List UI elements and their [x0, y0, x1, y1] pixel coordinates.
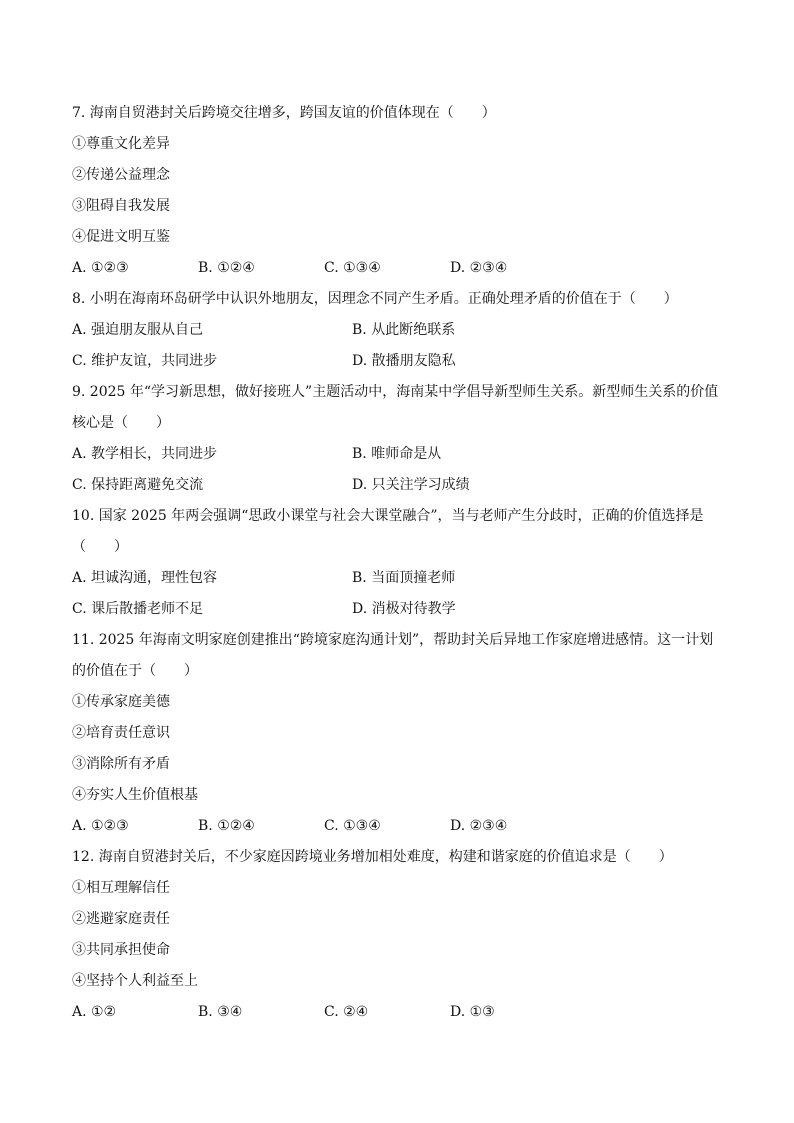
question-9-stem-line-2: 核心是（ ）: [72, 415, 170, 431]
option-d: D. ①③: [450, 1004, 495, 1020]
option-a: A. 教学相长，共同进步: [72, 446, 218, 462]
option-c: C. 课后散播老师不足: [72, 601, 204, 617]
option-b: B. ①②④: [198, 818, 255, 834]
option-b: B. ①②④: [198, 260, 255, 276]
option-a: A. 坦诚沟通，理性包容: [72, 570, 218, 586]
question-12-item-1: ①相互理解信任: [72, 880, 170, 896]
question-11-stem-line-2: 的价值在于（ ）: [72, 663, 198, 679]
option-a: A. 强迫朋友服从自己: [72, 322, 204, 338]
question-7-item-4: ④促进文明互鉴: [72, 229, 170, 245]
option-a: A. ①②③: [72, 260, 129, 276]
question-12-options: [72, 997, 722, 1028]
question-9-options-row-2: [72, 470, 722, 501]
question-10-stem-line-1: 10. 国家 2025 年两会强调“思政小课堂与社会大课堂融合”，当与老师产生分歧时，正确的价值选择是: [72, 508, 704, 524]
option-b: B. 唯师命是从: [352, 446, 442, 462]
question-11-stem-line-1: 11. 2025 年海南文明家庭创建推出“跨境家庭沟通计划”，帮助封关后异地工作家庭增进感情。这一计划: [72, 632, 714, 648]
question-10-options-row-1: [72, 563, 722, 594]
question-7-item-1: ①尊重文化差异: [72, 136, 170, 152]
option-a: A. ①②: [72, 1004, 117, 1020]
option-c: C. 保持距离避免交流: [72, 477, 204, 493]
question-7-stem: 7. 海南自贸港封关后跨境交往增多，跨国友谊的价值体现在（ ）: [72, 105, 496, 121]
question-10-stem-line-2: （ ）: [72, 539, 128, 555]
question-8-stem: 8. 小明在海南环岛研学中认识外地朋友，因理念不同产生矛盾。正确处理矛盾的价值在于（ ）: [72, 291, 678, 307]
option-c: C. ①③④: [324, 260, 381, 276]
question-12-item-4: ④坚持个人利益至上: [72, 973, 198, 989]
option-d: D. 消极对待教学: [352, 601, 456, 617]
exam-page: [72, 98, 722, 1028]
option-d: D. ②③④: [450, 818, 508, 834]
option-b: B. ③④: [198, 1004, 243, 1020]
question-11-item-3: ③消除所有矛盾: [72, 756, 170, 772]
option-c: C. ②④: [324, 1004, 369, 1020]
option-c: C. 维护友谊，共同进步: [72, 353, 218, 369]
question-7-item-3: ③阻碍自我发展: [72, 198, 170, 214]
question-11-item-2: ②培育责任意识: [72, 725, 170, 741]
option-a: A. ①②③: [72, 818, 129, 834]
question-11-item-1: ①传承家庭美德: [72, 694, 170, 710]
option-d: D. ②③④: [450, 260, 508, 276]
question-12-item-3: ③共同承担使命: [72, 942, 170, 958]
question-8-options-row-2: [72, 346, 722, 377]
question-11-options: [72, 811, 722, 842]
question-12-item-2: ②逃避家庭责任: [72, 911, 170, 927]
question-10-options-row-2: [72, 594, 722, 625]
question-7-item-2: ②传递公益理念: [72, 167, 170, 183]
option-d: D. 只关注学习成绩: [352, 477, 470, 493]
option-d: D. 散播朋友隐私: [352, 353, 456, 369]
question-9-options-row-1: [72, 439, 722, 470]
option-b: B. 从此断绝联系: [352, 322, 456, 338]
question-7-options: [72, 253, 722, 284]
question-11-item-4: ④夯实人生价值根基: [72, 787, 198, 803]
option-b: B. 当面顶撞老师: [352, 570, 456, 586]
question-9-stem-line-1: 9. 2025 年“学习新思想，做好接班人”主题活动中，海南某中学倡导新型师生关系。新型师生关系的价值: [72, 384, 719, 400]
option-c: C. ①③④: [324, 818, 381, 834]
question-12-stem: 12. 海南自贸港封关后，不少家庭因跨境业务增加相处难度，构建和谐家庭的价值追求是（ ）: [72, 849, 673, 865]
question-8-options-row-1: [72, 315, 722, 346]
